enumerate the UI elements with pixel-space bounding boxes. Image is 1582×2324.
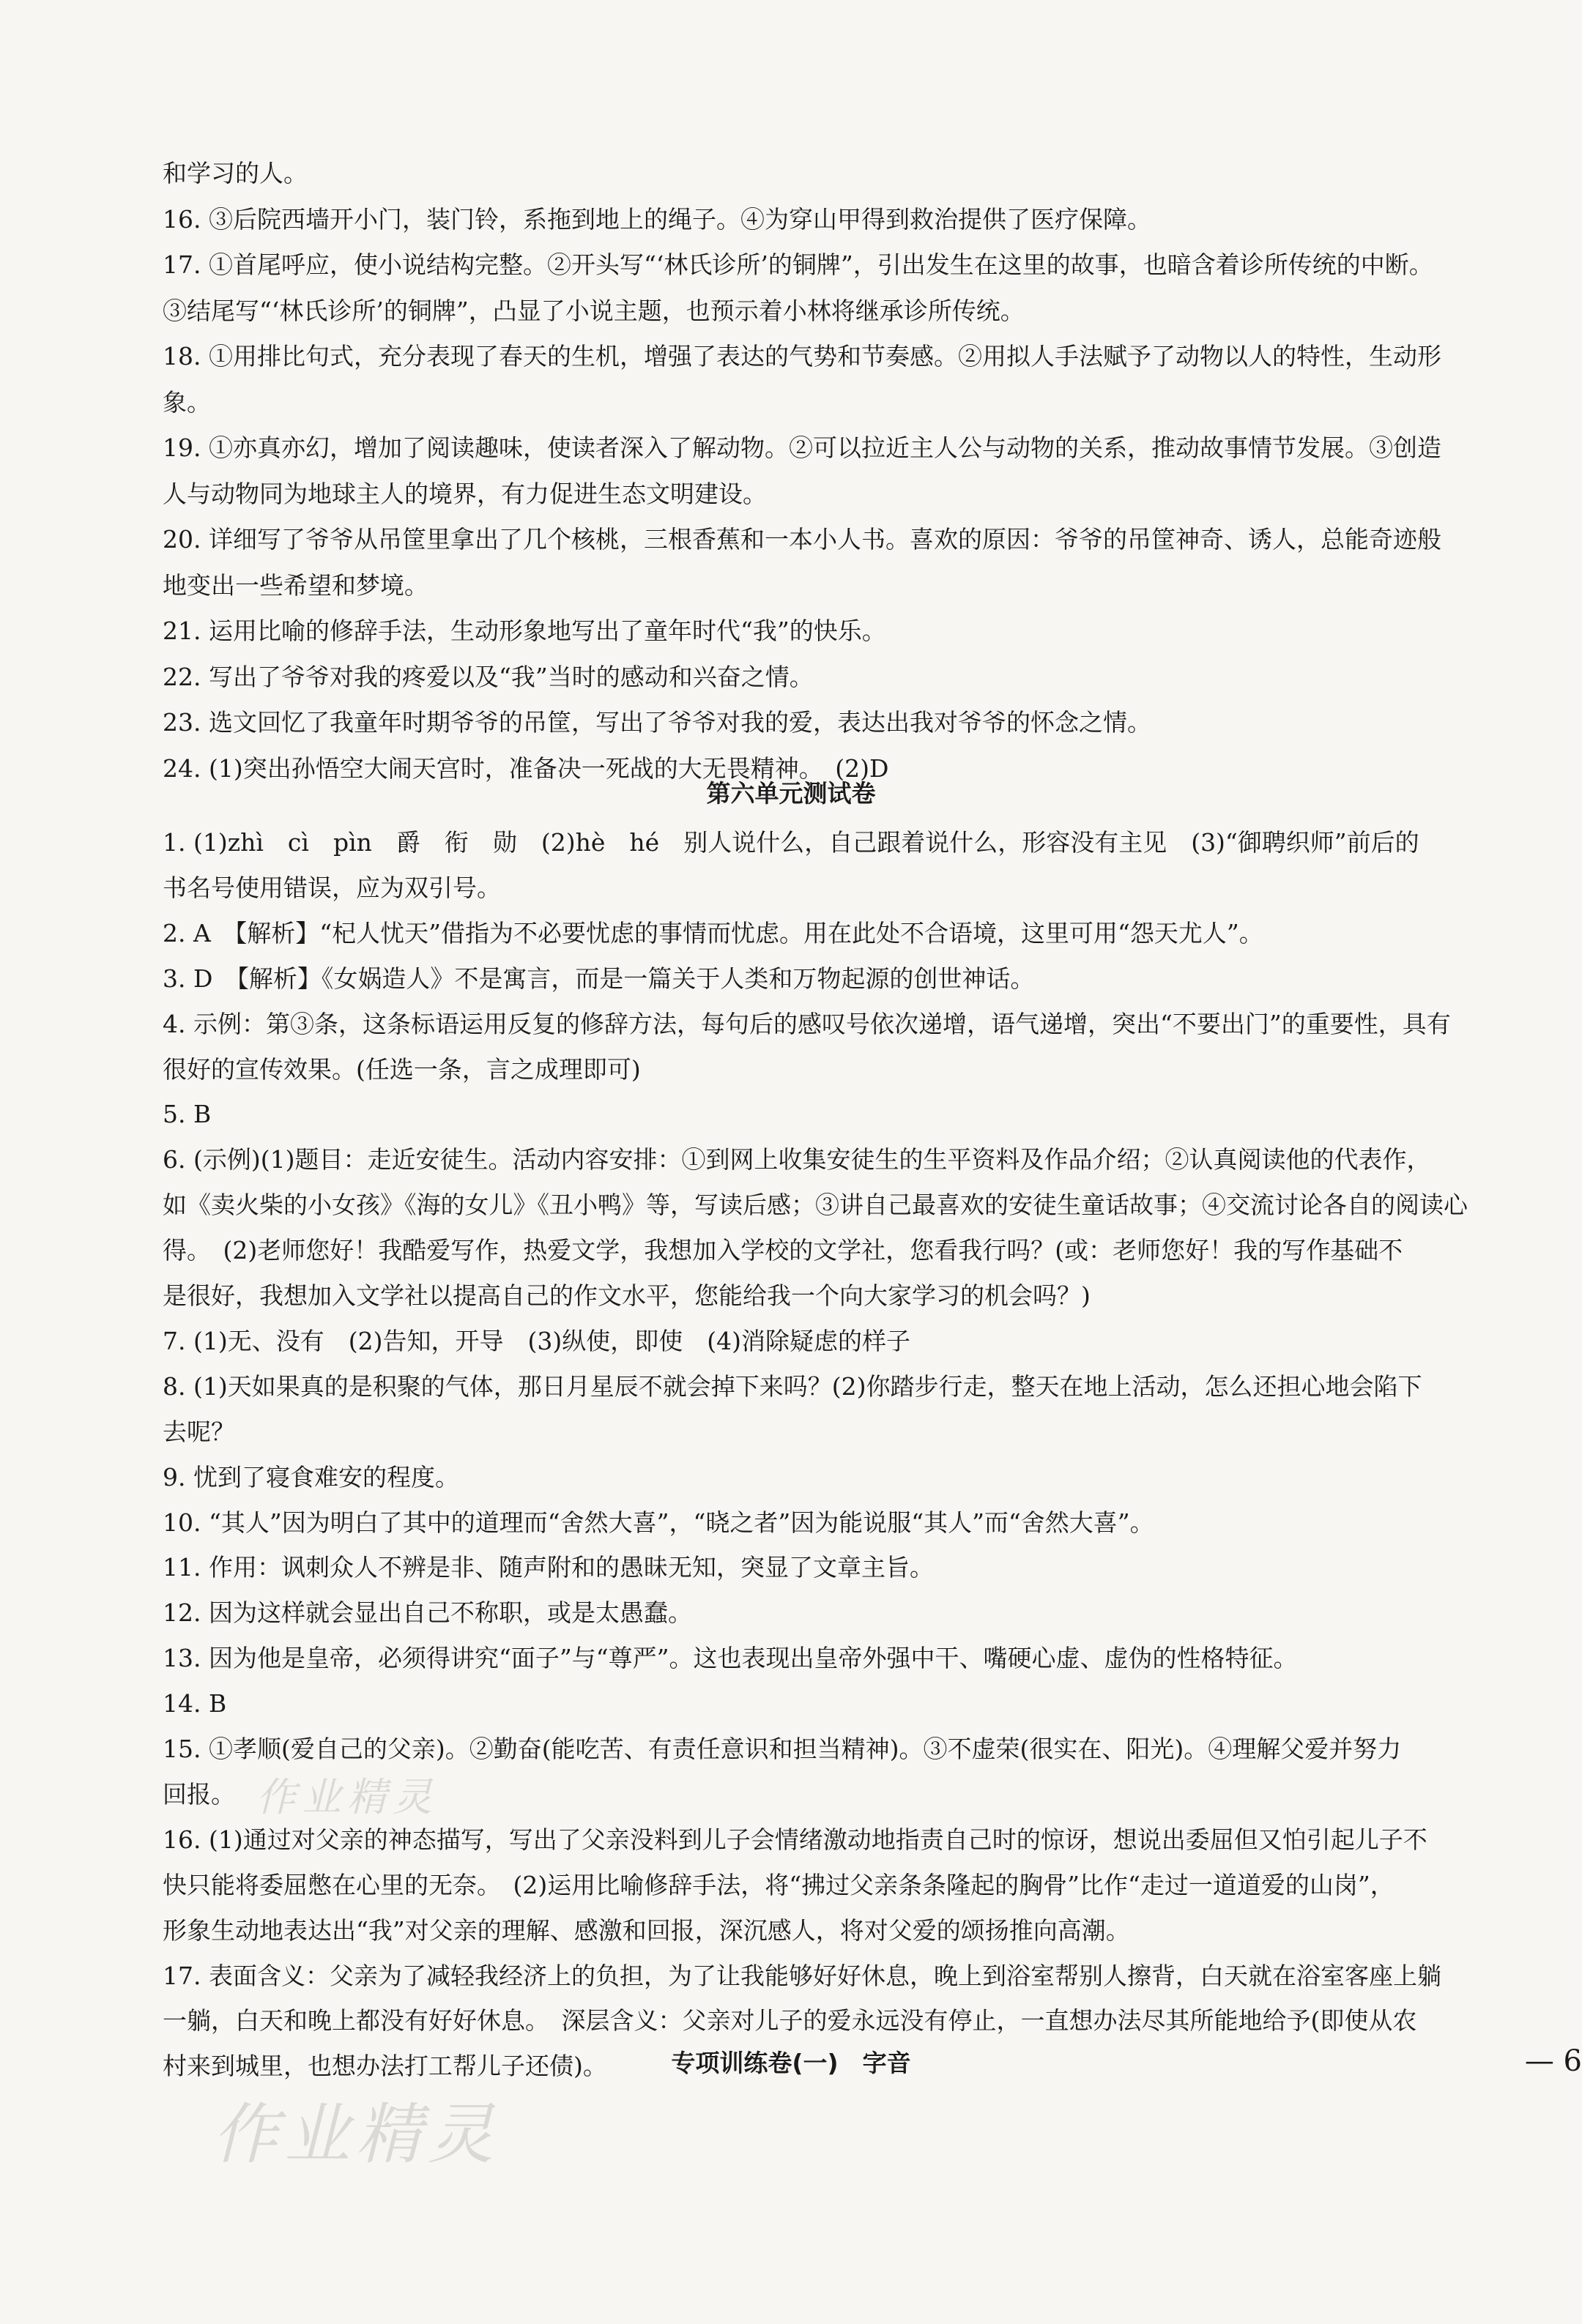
text-line: 18. ①用排比句式，充分表现了春天的生机，增强了表达的气势和节奏感。②用拟人手法赋予了动物以人的特性，生动形: [163, 342, 1441, 370]
text-line: 如《卖火柴的小女孩》《海的女儿》《丑小鸭》等，写读后感；③讲自己最喜欢的安徒生童话故事；④交流讨论各自的阅读心: [163, 1191, 1468, 1220]
text-line: 14. B: [163, 1689, 227, 1718]
text-line: 快只能将委屈憋在心里的无奈。 (2)运用比喻修辞手法，将“拂过父亲条条隆起的胸骨”比作“走过一道道爱的山岗”，: [163, 1870, 1395, 1899]
text-line: 16. (1)通过对父亲的神态描写，写出了父亲没料到儿子会情绪激动地指责自己时的惊讶，想说出委屈但又怕引起儿子不: [163, 1825, 1427, 1854]
text-line: 6. (示例)(1)题目：走近安徒生。活动内容安排：①到网上收集安徒生的生平资料及作品介绍；②认真阅读他的代表作，: [163, 1145, 1431, 1174]
text-line: 村来到城里，也想办法打工帮儿子还债)。: [163, 2052, 607, 2081]
text-line: 19. ①亦真亦幻，增加了阅读趣味，使读者深入了解动物。②可以拉近主人公与动物的关系，推动故事情节发展。③创造: [163, 433, 1441, 462]
text-line: 1. (1)zhì cì pìn 爵 衔 勋 (2)hè hé 别人说什么，自己跟着说什么，形容没有主见 (3)“御聘织师”前后的: [163, 828, 1419, 857]
text-line: 和学习的人。: [163, 159, 308, 187]
text-line: 3. D 【解析】《女娲造人》不是寓言，而是一篇关于人类和万物起源的创世神话。: [163, 964, 1035, 993]
text-line: 20. 详细写了爷爷从吊筐里拿出了几个核桃，三根香蕉和一本小人书。喜欢的原因：爷爷的吊筐神奇、诱人，总能奇迹般: [163, 525, 1441, 554]
heading-unit6-test: 第六单元测试卷: [706, 779, 876, 808]
text-line: 象。: [163, 387, 211, 417]
text-line: 回报。: [163, 1779, 235, 1809]
text-line: 21. 运用比喻的修辞手法，生动形象地写出了童年时代“我”的快乐。: [163, 617, 886, 645]
watermark-large: 作业精灵: [212, 2096, 500, 2173]
text-line: 5. B: [163, 1100, 212, 1129]
text-line: 7. (1)无、没有 (2)告知，开导 (3)纵使，即使 (4)消除疑虑的样子: [163, 1326, 910, 1355]
text-line: 人与动物同为地球主人的境界，有力促进生态文明建设。: [163, 479, 767, 508]
text-line: 24. (1)突出孙悟空大闹天宫时，准备决一死战的大无畏精神。 (2)D: [163, 753, 889, 783]
text-line: 22. 写出了爷爷对我的疼爱以及“我”当时的感动和兴奋之情。: [163, 662, 814, 691]
text-line: 23. 选文回忆了我童年时期爷爷的吊筐，写出了爷爷对我的爱，表达出我对爷爷的怀念之情。: [163, 708, 1151, 737]
text-line: 13. 因为他是皇帝，必须得讲究“面子”与“尊严”。这也表现出皇帝外强中干、嘴硬心虚、虚伪的性格特征。: [163, 1644, 1298, 1673]
text-line: 17. 表面含义：父亲为了减轻我经济上的负担，为了让我能够好好休息，晚上到浴室帮别人擦背，白天就在浴室客座上躺: [163, 1961, 1441, 1990]
heading-special-training: 专项训练卷(一) 字音: [671, 2049, 911, 2077]
text-line: 16. ③后院西墙开小门，装门铃，系拖到地上的绳子。④为穿山甲得到救治提供了医疗保障。: [163, 204, 1151, 234]
text-line: 去呢？: [163, 1417, 235, 1446]
text-line: 地变出一些希望和梦境。: [163, 570, 428, 600]
text-line: 一躺，白天和晚上都没有好好休息。 深层含义：父亲对儿子的爱永远没有停止，一直想办法尽其所能地给予(即使从农: [163, 2006, 1417, 2036]
text-line: 10. “其人”因为明白了其中的道理而“舍然大喜”，“晓之者”因为能说服“其人”而“舍然大喜”。: [163, 1508, 1154, 1537]
text-line: 很好的宣传效果。(任选一条，言之成理即可): [163, 1054, 641, 1084]
text-line: 2. A 【解析】“杞人忧天”借指为不必要忧虑的事情而忧虑。用在此处不合语境，这里可用“怨天尤人”。: [163, 918, 1263, 947]
page-number: — 6: [1524, 2044, 1582, 2078]
text-line: 9. 忧到了寝食难安的程度。: [163, 1462, 459, 1491]
text-line: ③结尾写“‘林氏诊所’的铜牌”，凸显了小说主题，也预示着小林将继承诊所传统。: [163, 296, 1025, 325]
text-line: 形象生动地表达出“我”对父亲的理解、感激和回报，深沉感人，将对父爱的颂扬推向高潮。: [163, 1915, 1130, 1945]
text-line: 15. ①孝顺(爱自己的父亲)。②勤奋(能吃苦、有责任意识和担当精神)。③不虚荣(很实在、阳光)。④理解父爱并努力: [163, 1735, 1402, 1763]
text-line: 17. ①首尾呼应，使小说结构完整。②开头写“‘林氏诊所’的铜牌”，引出发生在这里的故事，也暗含着诊所传统的中断。: [163, 250, 1433, 279]
text-line: 4. 示例：第③条，这条标语运用反复的修辞方法，每句后的感叹号依次递增，语气递增，突出“不要出门”的重要性，具有: [163, 1009, 1451, 1038]
watermark-small: 作业精灵: [256, 1774, 438, 1820]
text-line: 书名号使用错误，应为双引号。: [163, 873, 501, 902]
text-line: 8. (1)天如果真的是积聚的气体，那日月星辰不就会掉下来吗？(2)你踏步行走，整天在地上活动，怎么还担心地会陷下: [163, 1371, 1422, 1401]
text-line: 是很好，我想加入文学社以提高自己的作文水平，您能给我一个向大家学习的机会吗？): [163, 1281, 1091, 1310]
text-line: 11. 作用：讽刺众人不辨是非、随声附和的愚昧无知，突显了文章主旨。: [163, 1553, 934, 1582]
text-line: 12. 因为这样就会显出自己不称职，或是太愚蠢。: [163, 1598, 692, 1628]
text-line: 得。 (2)老师您好！我酷爱写作，热爱文学，我想加入学校的文学社，您看我行吗？(或：老师您好！我的写作基础不: [163, 1236, 1403, 1265]
